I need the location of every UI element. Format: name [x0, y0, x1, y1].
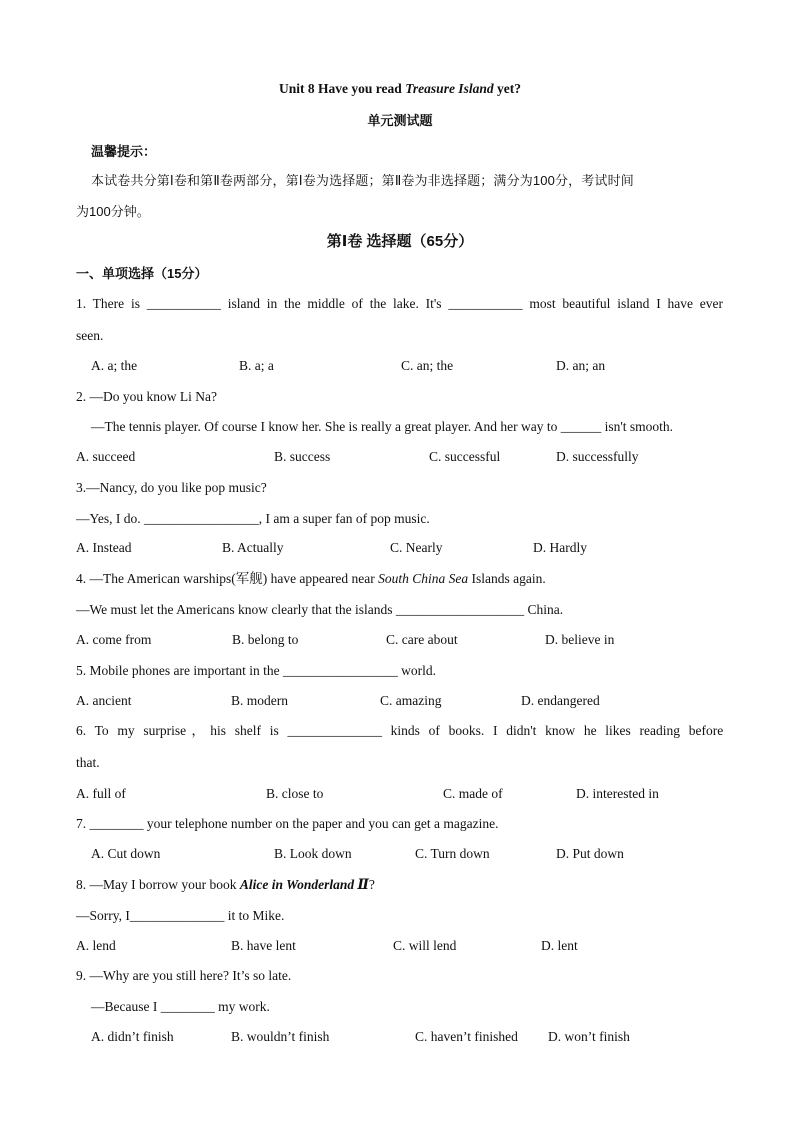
question-9-line-2: —Because I ________ my work.	[91, 999, 270, 1014]
question-2-option-d[interactable]: D. successfully	[556, 449, 639, 464]
question-9-option-d[interactable]: D. won’t finish	[548, 1029, 630, 1044]
question-6-option-c[interactable]: C. made of	[443, 786, 503, 801]
question-3-line-2: —Yes, I do. _________________, I am a super fan of pop music.	[76, 511, 430, 526]
question-8-option-d[interactable]: D. lent	[541, 938, 578, 953]
page-subtitle: 单元测试题	[367, 113, 433, 128]
question-7-option-a[interactable]: A. Cut down	[91, 846, 161, 861]
question-3-option-d[interactable]: D. Hardly	[533, 540, 587, 555]
question-2-option-b[interactable]: B. success	[274, 449, 331, 464]
question-2-option-c[interactable]: C. successful	[429, 449, 501, 464]
question-8-line-2: —Sorry, I______________ it to Mike.	[76, 908, 285, 923]
question-1-option-d[interactable]: D. an; an	[556, 358, 606, 373]
notice-line-2: 为100分钟。	[76, 204, 150, 219]
question-3-line-1: 3.—Nancy, do you like pop music?	[76, 480, 267, 495]
question-5-option-a[interactable]: A. ancient	[76, 693, 132, 708]
question-7-option-d[interactable]: D. Put down	[556, 846, 624, 861]
question-1-option-a[interactable]: A. a; the	[91, 358, 138, 373]
question-8-line-1: 8. —May I borrow your book Alice in Wonderland Ⅱ?	[76, 877, 375, 892]
question-2-line-1: 2. —Do you know Li Na?	[76, 389, 217, 404]
question-6-option-b[interactable]: B. close to	[266, 786, 324, 801]
question-8-option-a[interactable]: A. lend	[76, 938, 116, 953]
question-1-option-b[interactable]: B. a; a	[239, 358, 274, 373]
question-9-option-a[interactable]: A. didn’t finish	[91, 1029, 174, 1044]
notice-label: 温馨提示：	[91, 144, 157, 159]
question-5-line-1: 5. Mobile phones are important in the _________________ world.	[76, 663, 436, 678]
question-4-option-b[interactable]: B. belong to	[232, 632, 299, 647]
question-4-line-1: 4. —The American warships(军舰) have appeared near South China Sea Islands again.	[76, 571, 546, 586]
question-4-option-c[interactable]: C. care about	[386, 632, 458, 647]
question-1-line-2: seen.	[76, 328, 104, 343]
question-9-option-c[interactable]: C. haven’t finished	[415, 1029, 518, 1044]
question-7-option-b[interactable]: B. Look down	[274, 846, 352, 861]
question-3-option-a[interactable]: A. Instead	[76, 540, 132, 555]
part-title: 第Ⅰ卷 选择题（65分）	[326, 233, 474, 250]
question-7-line-1: 7. ________ your telephone number on the paper and you can get a magazine.	[76, 816, 499, 831]
question-4-option-d[interactable]: D. believe in	[545, 632, 615, 647]
question-6-option-a[interactable]: A. full of	[76, 786, 126, 801]
notice-line-1: 本试卷共分第Ⅰ卷和第Ⅱ卷两部分，第Ⅰ卷为选择题；第Ⅱ卷为非选择题；满分为100分，考试时间	[91, 173, 634, 188]
question-9-option-b[interactable]: B. wouldn’t finish	[231, 1029, 330, 1044]
section-title: 一、单项选择（15分）	[76, 266, 208, 281]
question-8-option-c[interactable]: C. will lend	[393, 938, 457, 953]
question-3-option-b[interactable]: B. Actually	[222, 540, 284, 555]
question-4-line-2: —We must let the Americans know clearly that the islands ___________________ China.	[76, 602, 564, 617]
question-2-line-2: —The tennis player. Of course I know her. She is really a great player. And her way to ______ isn't smooth.	[91, 419, 674, 434]
question-2-option-a[interactable]: A. succeed	[76, 449, 136, 464]
question-6-line-2: that.	[76, 755, 100, 770]
question-5-option-c[interactable]: C. amazing	[380, 693, 442, 708]
question-6-option-d[interactable]: D. interested in	[576, 786, 659, 801]
question-1-line-1: 1. There is ___________ island in the middle of the lake. It's ___________ most beautiful island I have ever	[76, 296, 723, 311]
question-7-option-c[interactable]: C. Turn down	[415, 846, 490, 861]
question-5-option-d[interactable]: D. endangered	[521, 693, 600, 708]
page-title: Unit 8 Have you read Treasure Island yet?	[279, 81, 521, 96]
question-8-option-b[interactable]: B. have lent	[231, 938, 296, 953]
question-1-option-c[interactable]: C. an; the	[401, 358, 454, 373]
question-9-line-1: 9. —Why are you still here? It’s so late.	[76, 968, 292, 983]
question-4-option-a[interactable]: A. come from	[76, 632, 152, 647]
question-3-option-c[interactable]: C. Nearly	[390, 540, 443, 555]
question-6-line-1: 6. To my surprise，his shelf is ______________ kinds of books. I didn't know he likes reading before	[76, 723, 724, 738]
question-5-option-b[interactable]: B. modern	[231, 693, 288, 708]
